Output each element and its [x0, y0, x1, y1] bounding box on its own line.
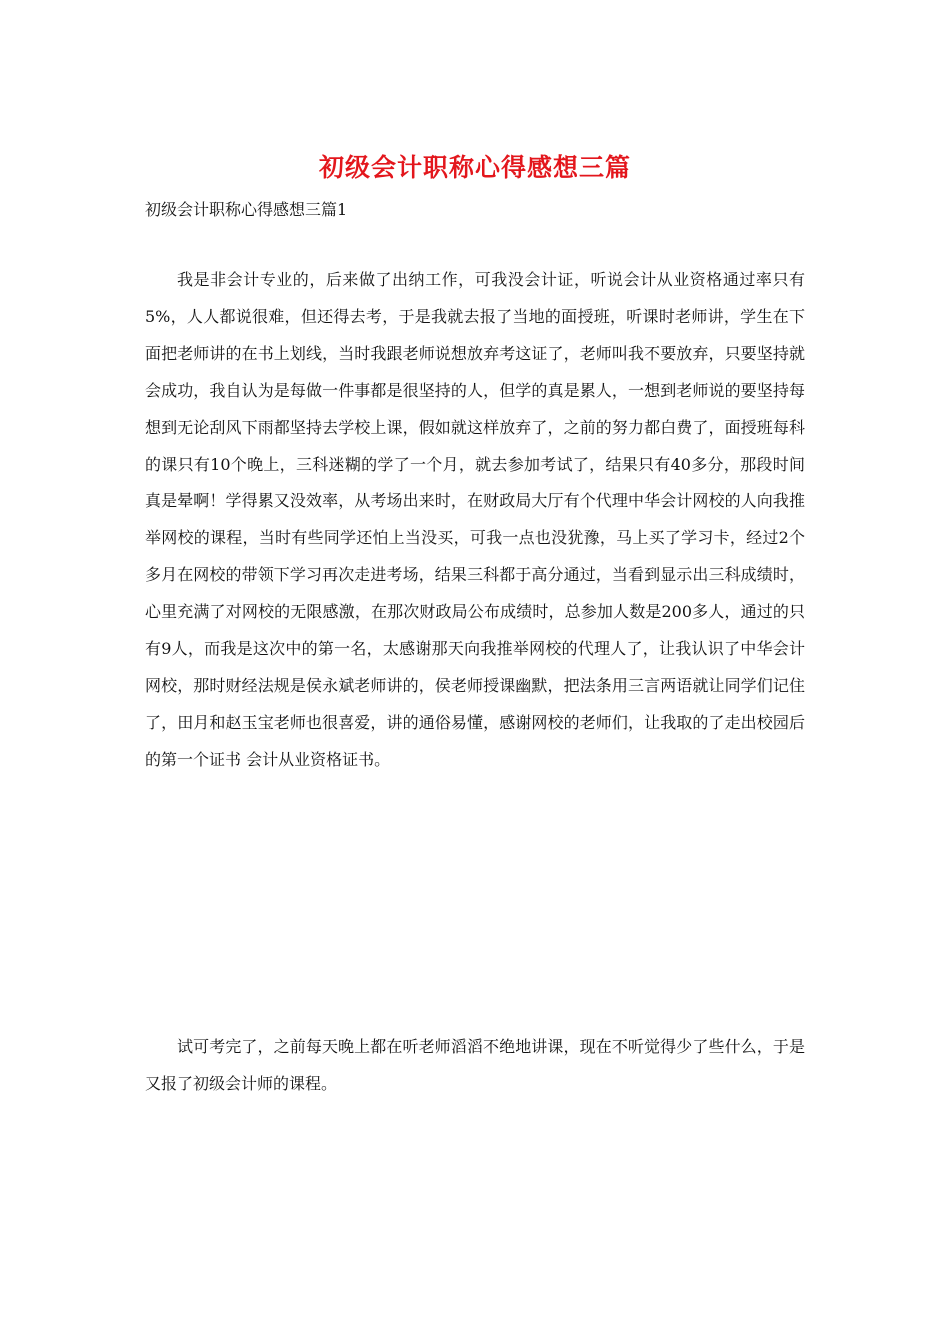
section-heading: 初级会计职称心得感想三篇1: [145, 200, 348, 219]
body-paragraph-2: 试可考完了，之前每天晚上都在听老师滔滔不绝地讲课，现在不听觉得少了些什么，于是又报了初级会计师的课程。: [145, 1037, 805, 1093]
body-paragraph-1: 我是非会计专业的，后来做了出纳工作，可我没会计证，听说会计从业资格通过率只有5%，人人都说很难，但还得去考，于是我就去报了当地的面授班，听课时老师讲，学生在下面把老师讲的在书上划线，当时我跟老师说想放弃考这证了，老师叫我不要放弃，只要坚持就会成功，我自认为是每做一件事都是很坚持的人，但学的真是累人，一想到老师说的要坚持每想到无论刮风下雨都坚持去学校上课，假如就这样放弃了，之前的努力都白费了，面授班每科的课只有10个晚上，三科迷糊的学了一个月，就去参加考试了，结果只有40多分，那段时间真是晕啊！学得累又没效率，从考场出来时，在财政局大厅有个代理中华会计网校的人向我推举网校的课程，当时有些同学还怕上当没买，可我一点也没犹豫，马上买了学习卡，经过2个多月在网校的带领下学习再次走进考场，结果三科都于高分通过，当看到显示出三科成绩时，心里充满了对网校的无限感激，在那次财政局公布成绩时，总参加人数是200多人，通过的只有9人，而我是这次中的第一名，太感谢那天向我推举网校的代理人了，让我认识了中华会计网校，那时财经法规是侯永斌老师讲的，侯老师授课幽默，把法条用三言两语就让同学们记住了，田月和赵玉宝老师也很喜爱，讲的通俗易懂，感谢网校的老师们，让我取的了走出校园后的第一个证书 会计从业资格证书。: [145, 270, 805, 769]
document-title: 初级会计职称心得感想三篇: [318, 153, 631, 182]
